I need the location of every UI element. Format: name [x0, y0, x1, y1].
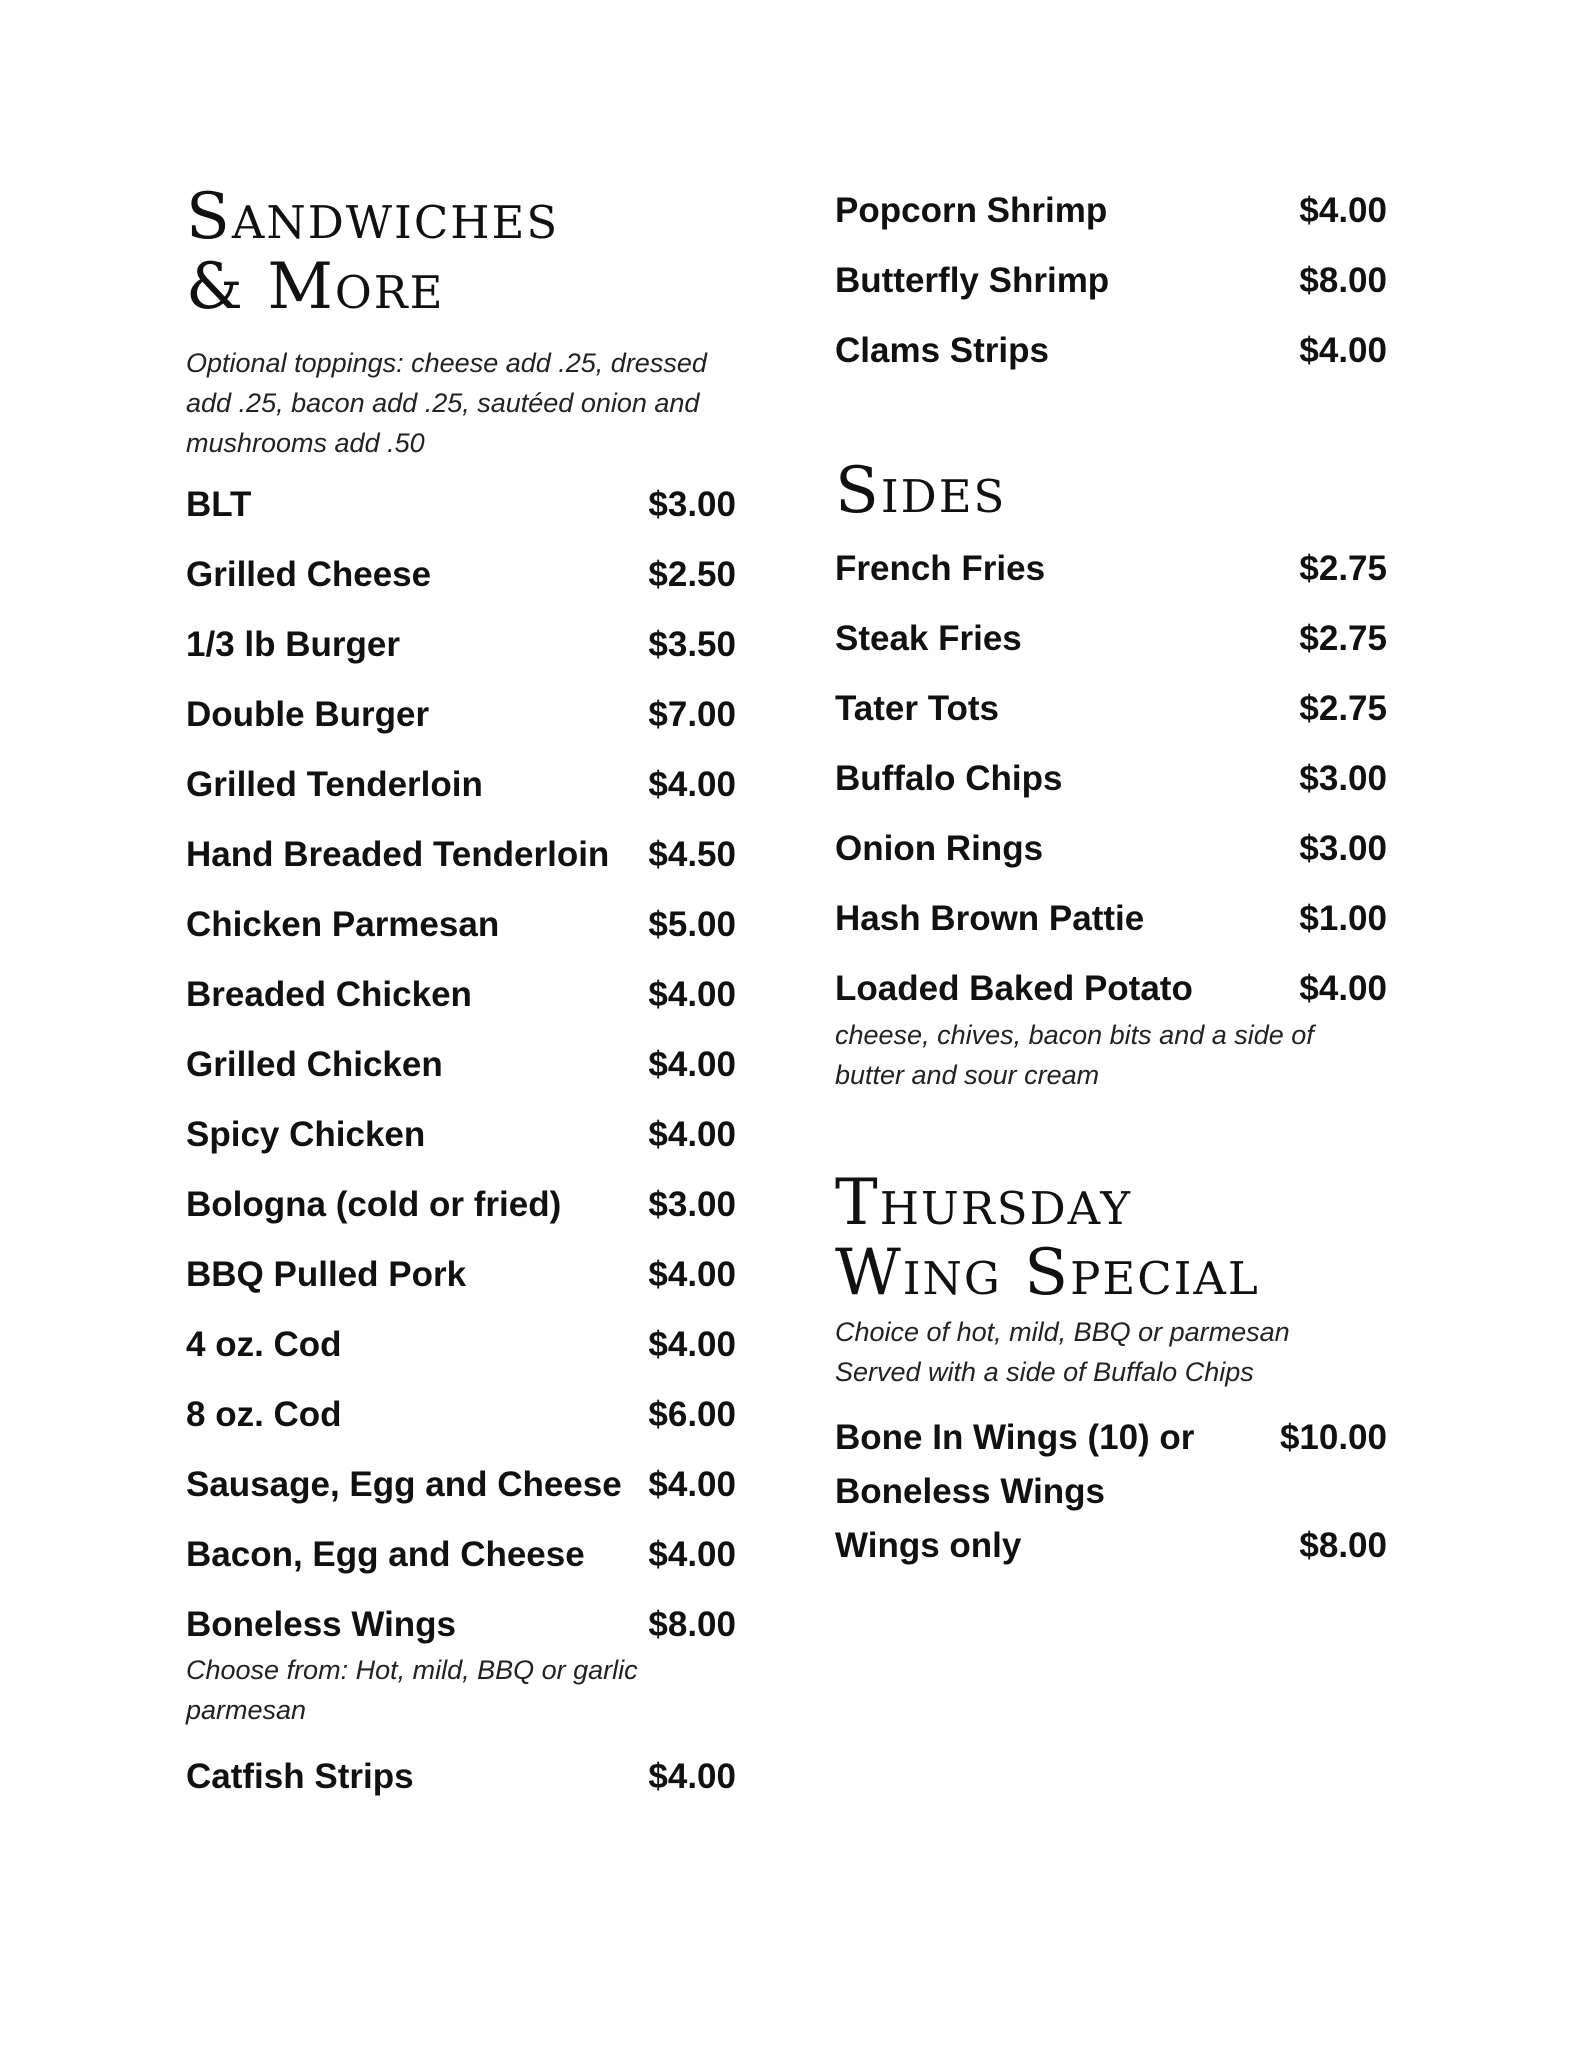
- menu-item: [835, 824, 1387, 874]
- menu-item: [835, 1521, 1387, 1571]
- item-price: $4.00: [1299, 191, 1387, 230]
- item-price: $4.00: [648, 975, 736, 1014]
- item-name: Breaded Chicken: [186, 975, 472, 1014]
- menu-item: [186, 1600, 736, 1650]
- item-name: Hand Breaded Tenderloin: [186, 835, 610, 874]
- item-price: $8.00: [1299, 1526, 1387, 1565]
- item-name: Steak Fries: [835, 619, 1022, 658]
- item-price: $3.50: [648, 625, 736, 664]
- menu-item: [186, 830, 736, 880]
- wing-special-note: [835, 1312, 1290, 1392]
- item-price: $2.75: [1299, 619, 1387, 658]
- menu-item: [835, 544, 1387, 594]
- item-price: $1.00: [1299, 899, 1387, 938]
- heading-line: Thursday: [835, 1166, 1133, 1240]
- item-price: $3.00: [1299, 829, 1387, 868]
- item-name: 1/3 lb Burger: [186, 625, 400, 664]
- menu-item: [186, 1250, 736, 1300]
- item-name: French Fries: [835, 549, 1046, 588]
- menu-item: [186, 970, 736, 1020]
- wings-flavor-note: [186, 1650, 638, 1730]
- item-price: $5.00: [648, 905, 736, 944]
- menu-item: [835, 256, 1387, 306]
- heading-line: Sandwiches: [186, 180, 560, 254]
- item-name: Hash Brown Pattie: [835, 899, 1145, 938]
- toppings-note: [186, 343, 707, 463]
- item-price: $4.00: [648, 1115, 736, 1154]
- menu-item: [186, 690, 736, 740]
- menu-item: [186, 1040, 736, 1090]
- heading-line: & More: [186, 250, 445, 324]
- item-price: $2.75: [1299, 549, 1387, 588]
- item-name: 8 oz. Cod: [186, 1395, 342, 1434]
- item-price: $4.00: [648, 1255, 736, 1294]
- item-price: $4.00: [648, 1045, 736, 1084]
- menu-item: [186, 900, 736, 950]
- note-line: add .25, bacon add .25, sautéed onion and: [186, 388, 700, 418]
- item-name: Double Burger: [186, 695, 430, 734]
- menu-item: [835, 186, 1387, 236]
- wing-special-heading: [835, 1168, 1260, 1308]
- menu-item: [835, 964, 1387, 1014]
- menu-item: [186, 1390, 736, 1440]
- menu-item: [835, 1467, 1387, 1517]
- item-name: 4 oz. Cod: [186, 1325, 342, 1364]
- item-price: $3.00: [1299, 759, 1387, 798]
- item-price: $3.00: [648, 485, 736, 524]
- note-line: butter and sour cream: [835, 1060, 1100, 1090]
- menu-item: [186, 550, 736, 600]
- menu-item: [835, 326, 1387, 376]
- menu-item: [186, 1110, 736, 1160]
- item-name: Loaded Baked Potato: [835, 969, 1193, 1008]
- item-name: Grilled Chicken: [186, 1045, 443, 1084]
- item-price: $2.75: [1299, 689, 1387, 728]
- item-name: Sausage, Egg and Cheese: [186, 1465, 622, 1504]
- menu-item: [186, 1752, 736, 1802]
- item-name: Buffalo Chips: [835, 759, 1063, 798]
- menu-item: [186, 1320, 736, 1370]
- menu-item: [186, 1460, 736, 1510]
- item-price: $2.50: [648, 555, 736, 594]
- item-name: Popcorn Shrimp: [835, 191, 1108, 230]
- item-price: $8.00: [1299, 261, 1387, 300]
- item-name: Chicken Parmesan: [186, 905, 500, 944]
- item-name: Tater Tots: [835, 689, 999, 728]
- item-name: Onion Rings: [835, 829, 1044, 868]
- item-price: $4.00: [648, 1325, 736, 1364]
- item-name: Bologna (cold or fried): [186, 1185, 562, 1224]
- menu-item: [186, 480, 736, 530]
- item-price: $4.00: [648, 1535, 736, 1574]
- menu-item: [186, 1530, 736, 1580]
- item-name: Butterfly Shrimp: [835, 261, 1110, 300]
- note-line: cheese, chives, bacon bits and a side of: [835, 1020, 1314, 1050]
- item-price: $7.00: [648, 695, 736, 734]
- note-line: parmesan: [186, 1695, 307, 1725]
- sandwiches-heading: [186, 182, 559, 322]
- item-price: $6.00: [648, 1395, 736, 1434]
- item-price: $10.00: [1279, 1418, 1387, 1457]
- menu-item: [186, 760, 736, 810]
- item-price: $4.00: [1299, 969, 1387, 1008]
- item-name: Catfish Strips: [186, 1757, 414, 1796]
- item-name: Bone In Wings (10) or: [835, 1418, 1195, 1457]
- menu-item: [186, 620, 736, 670]
- item-name: Bacon, Egg and Cheese: [186, 1535, 585, 1574]
- item-price: $8.00: [648, 1605, 736, 1644]
- note-line: Choose from: Hot, mild, BBQ or garlic: [186, 1655, 638, 1685]
- item-name: Wings only: [835, 1526, 1022, 1565]
- note-line: mushrooms add .50: [186, 428, 425, 458]
- menu-item: [835, 894, 1387, 944]
- menu-item: [835, 684, 1387, 734]
- item-name: Spicy Chicken: [186, 1115, 426, 1154]
- sides-heading: [835, 456, 1006, 526]
- heading-line: Wing Special: [835, 1236, 1260, 1310]
- item-name: Grilled Cheese: [186, 555, 432, 594]
- note-line: Optional toppings: cheese add .25, dressed: [186, 348, 707, 378]
- menu-item: [186, 1180, 736, 1230]
- item-name: BBQ Pulled Pork: [186, 1255, 467, 1294]
- item-name: Boneless Wings: [186, 1605, 457, 1644]
- item-name: Clams Strips: [835, 331, 1049, 370]
- menu-item: [835, 1413, 1387, 1463]
- item-price: $4.00: [648, 765, 736, 804]
- item-price: $3.00: [648, 1185, 736, 1224]
- item-name: Grilled Tenderloin: [186, 765, 483, 804]
- item-price: $4.00: [648, 1465, 736, 1504]
- item-price: $4.00: [648, 1757, 736, 1796]
- item-price: $4.50: [648, 835, 736, 874]
- menu-item: [835, 614, 1387, 664]
- item-name: BLT: [186, 485, 252, 524]
- note-line: Served with a side of Buffalo Chips: [835, 1357, 1254, 1387]
- item-name: Boneless Wings: [835, 1472, 1106, 1511]
- potato-toppings-note: [835, 1015, 1314, 1095]
- note-line: Choice of hot, mild, BBQ or parmesan: [835, 1317, 1290, 1347]
- heading-line: Sides: [835, 454, 1007, 528]
- item-price: $4.00: [1299, 331, 1387, 370]
- menu-item: [835, 754, 1387, 804]
